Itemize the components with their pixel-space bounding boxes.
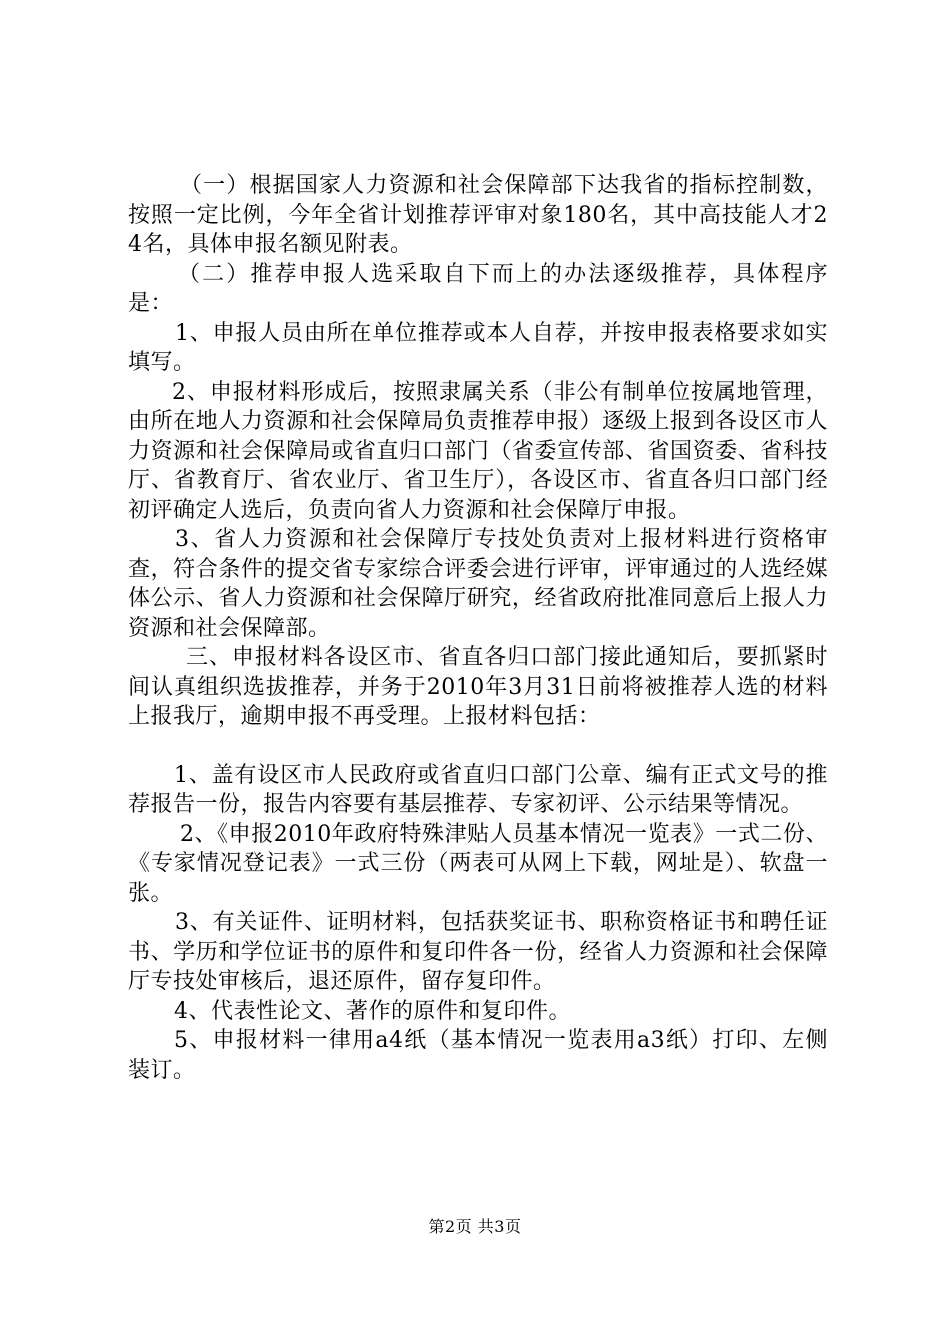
paragraph-material-1: 1、盖有设区市人民政府或省直归口部门公章、编有正式文号的推荐报告一份，报告内容要有基层推荐、专家初评、公示结果等情况。 xyxy=(128,762,828,817)
paragraph-procedure-step-1: 1、申报人员由所在单位推荐或本人自荐，并按申报表格要求如实填写。 xyxy=(128,320,828,375)
paragraph-materials-intro: 三、申报材料各设区市、省直各归口部门接此通知后，要抓紧时间认真组织选拔推荐，并务于2010年3月31日前将被推荐人选的材料上报我厅，逾期申报不再受理。上报材料包括： xyxy=(128,645,828,729)
paragraph-procedure-step-3: 3、省人力资源和社会保障厅专技处负责对上报材料进行资格审查，符合条件的提交省专家综合评委会进行评审，评审通过的人选经媒体公示、省人力资源和社会保障厅研究，经省政府批准同意后上报人力资源和社会保障部。 xyxy=(128,527,828,641)
page-number-footer: 第2页 共3页 xyxy=(428,1217,522,1236)
paragraph-procedure-intro: （二）推荐申报人选采取自下而上的办法逐级推荐，具体程序是： xyxy=(128,261,828,316)
document-body xyxy=(128,171,828,1085)
paragraph-quota: （一）根据国家人力资源和社会保障部下达我省的指标控制数，按照一定比例，今年全省计划推荐评审对象180名，其中高技能人才24名，具体申报名额见附表。 xyxy=(128,173,828,257)
paragraph-material-5: 5、申报材料一律用a4纸（基本情况一览表用a3纸）打印、左侧装订。 xyxy=(128,1028,828,1083)
paragraph-material-4: 4、代表性论文、著作的原件和复印件。 xyxy=(174,998,571,1024)
paragraph-material-3: 3、有关证件、证明材料，包括获奖证书、职称资格证书和聘任证书、学历和学位证书的原件和复印件各一份，经省人力资源和社会保障厅专技处审核后，退还原件，留存复印件。 xyxy=(128,910,828,994)
paragraph-material-2: 2、《申报2010年政府特殊津贴人员基本情况一览表》一式二份、《专家情况登记表》一式三份（两表可从网上下载，网址是）、软盘一张。 xyxy=(128,821,828,906)
paragraph-gap xyxy=(128,732,828,761)
paragraph-procedure-step-2: 2、申报材料形成后，按照隶属关系（非公有制单位按属地管理，由所在地人力资源和社会保障局负责推荐申报）逐级上报到各设区市人力资源和社会保障局或省直归口部门（省委宣传部、省国资委、省科技厅、省教育厅、省农业厅、省卫生厅），各设区市、省直各归口部门经初评确定人选后，负责向省人力资源和社会保障厅申报。 xyxy=(128,379,828,523)
